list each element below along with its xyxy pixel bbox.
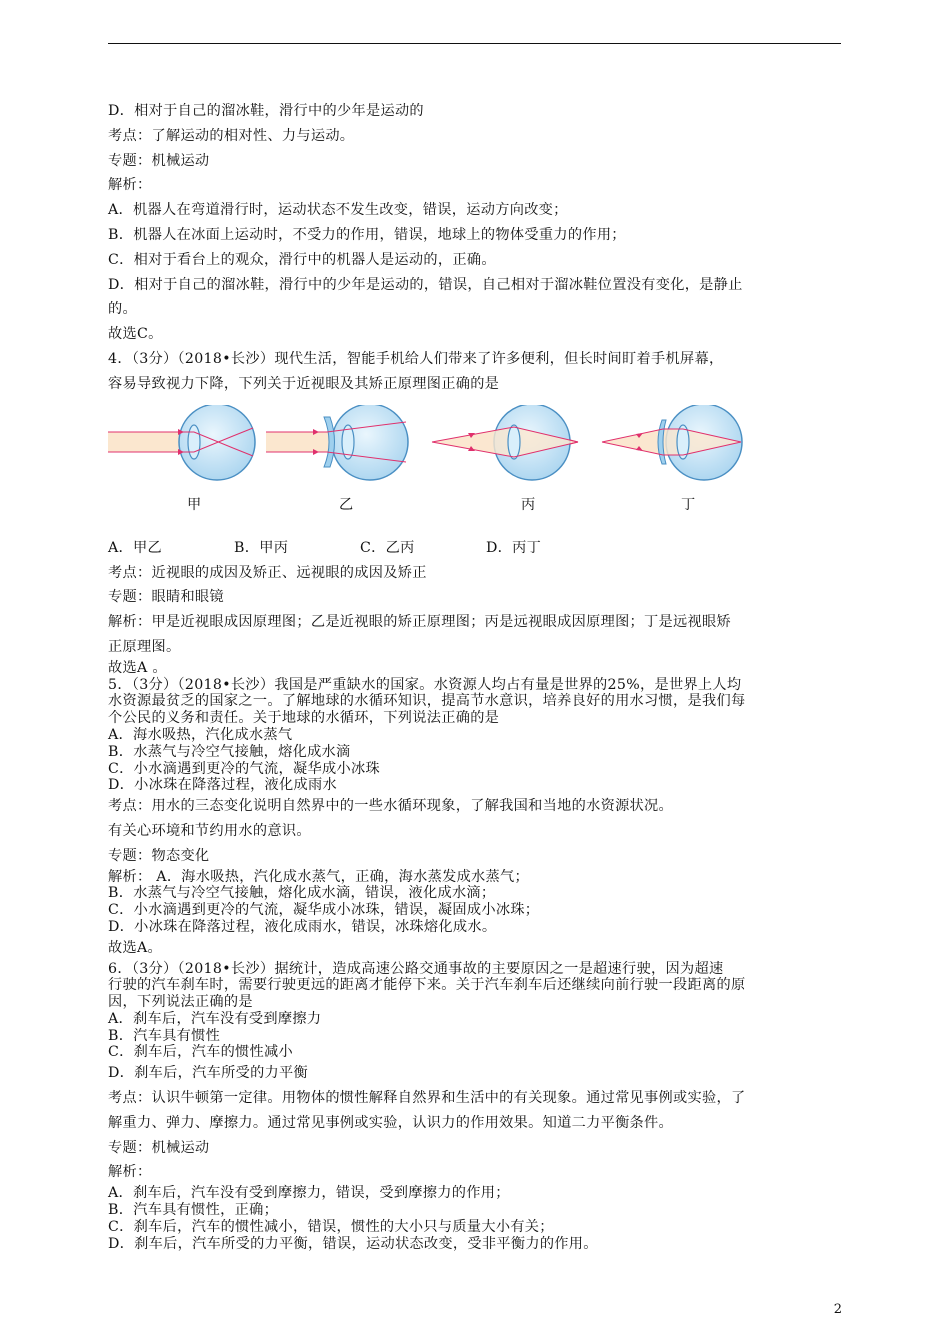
q6-stem-line3: 因，下列说法正确的是 (108, 994, 253, 1011)
diagram-bing (432, 405, 578, 480)
q6-jiexi: 解析： (108, 1164, 152, 1181)
diagram-ding (602, 405, 742, 480)
q5-stem-line1: 5．（3分）（2018•长沙）我国是严重缺水的国家。水资源人均占有量是世界的25%，是世界上人均 (108, 676, 742, 693)
caption-jia: 甲 (187, 496, 202, 513)
q3-jiexi-d-line1: D．相对于自己的溜冰鞋，滑行中的少年是运动的，错误，自己相对于溜冰鞋位置没有变化，是静止 (108, 276, 743, 293)
q6-kaodian-line1: 考点：认识牛顿第一定律。用物体的惯性解释自然界和生活中的有关现象。通过常见事例或实验，了 (108, 1090, 746, 1107)
q4-zhuanti: 专题：眼睛和眼镜 (108, 589, 224, 606)
q6-option-b: B．汽车具有惯性 (108, 1027, 221, 1044)
q6-jiexi-d: D．刹车后，汽车所受的力平衡，错误，运动状态改变，受非平衡力的作用。 (108, 1235, 598, 1252)
q6-option-c: C．刹车后，汽车的惯性减小 (108, 1044, 294, 1061)
q4-kaodian: 考点：近视眼的成因及矫正、远视眼的成因及矫正 (108, 564, 427, 581)
q6-jiexi-b: B．汽车具有惯性，正确； (108, 1202, 279, 1219)
q4-answer: 故选A 。 (108, 659, 167, 676)
q3-jiexi-c: C．相对于看台上的观众，滑行中的机器人是运动的，正确。 (108, 251, 496, 268)
eye-diagrams (108, 405, 848, 495)
q3-jiexi-a: A．机器人在弯道滑行时，运动状态不发生改变，错误，运动方向改变； (108, 202, 568, 219)
q6-jiexi-c: C．刹车后，汽车的惯性减小，错误，惯性的大小只与质量大小有关； (108, 1218, 554, 1235)
header-rule (108, 43, 841, 44)
q5-option-b: B．水蒸气与冷空气接触，熔化成水滴 (108, 743, 351, 760)
page-number: 2 (833, 1302, 842, 1317)
page-content (108, 99, 848, 1252)
q5-jiexi-c: C．小水滴遇到更冷的气流，凝华成小冰珠，错误，凝固成小冰珠； (108, 902, 540, 919)
q4-option-a: A．甲乙 (108, 539, 163, 556)
q3-jiexi: 解析： (108, 177, 152, 194)
diagram-yi (266, 405, 408, 480)
q5-option-a: A．海水吸热，汽化成水蒸气 (108, 726, 293, 743)
q5-zhuanti: 专题：物态变化 (108, 847, 210, 864)
q6-option-a: A．刹车后，汽车没有受到摩擦力 (108, 1010, 322, 1027)
q5-jiexi-d: D．小冰珠在降落过程，液化成雨水，错误，冰珠熔化成水。 (108, 918, 497, 935)
q3-answer: 故选C。 (108, 326, 163, 343)
q3-option-d: D．相对于自己的溜冰鞋，滑行中的少年是运动的 (108, 103, 424, 119)
q5-jiexi-a: 解析： A．海水吸热，汽化成水蒸气，正确，海水蒸发成水蒸气； (108, 868, 530, 885)
caption-bing: 丙 (521, 496, 536, 513)
q3-jiexi-b: B．机器人在冰面上运动时，不受力的作用，错误，地球上的物体受重力的作用； (108, 226, 626, 243)
q3-jiexi-d-line2: 的。 (108, 301, 137, 318)
q4-stem-line1: 4．（3分）（2018•长沙）现代生活，智能手机给人们带来了许多便利，但长时间盯着手机屏幕， (108, 350, 724, 367)
q5-option-d: D．小冰珠在降落过程，液化成雨水 (108, 777, 337, 794)
q3-kaodian: 考点：了解运动的相对性、力与运动。 (108, 127, 355, 144)
q5-option-c: C．小水滴遇到更冷的气流，凝华成小冰珠 (108, 760, 380, 777)
q4-option-d: D．丙丁 (486, 539, 542, 556)
q5-stem-line2: 水资源最贫乏的国家之一。了解地球的水循环知识，提高节水意识，培养良好的用水习惯，是我们每 (108, 693, 746, 710)
q6-kaodian-line2: 解重力、弹力、摩擦力。通过常见事例或实验，认识力的作用效果。知道二力平衡条件。 (108, 1114, 674, 1131)
q4-options (108, 535, 848, 561)
q5-jiexi-b: B．水蒸气与冷空气接触，熔化成水滴，错误，液化成水滴； (108, 885, 496, 902)
q4-option-b: B．甲丙 (234, 539, 289, 556)
q5-stem-line3: 个公民的义务和责任。关于地球的水循环，下列说法正确的是 (108, 710, 500, 727)
q4-jiexi-line2: 正原理图。 (108, 638, 181, 655)
q6-jiexi-a: A．刹车后，汽车没有受到摩擦力，错误，受到摩擦力的作用； (108, 1185, 510, 1202)
q3-zhuanti: 专题：机械运动 (108, 152, 210, 169)
q5-answer: 故选A。 (108, 939, 163, 956)
caption-ding: 丁 (681, 496, 696, 513)
q6-zhuanti: 专题：机械运动 (108, 1139, 210, 1156)
caption-yi: 乙 (339, 496, 354, 513)
q6-stem-line2: 行驶的汽车刹车时，需要行驶更远的距离才能停下来。关于汽车刹车后还继续向前行驶一段距离的原 (108, 977, 746, 994)
diagram-jia (108, 405, 255, 480)
q4-stem-line2: 容易导致视力下降，下列关于近视眼及其矫正原理图正确的是 (108, 375, 500, 392)
q6-option-d: D．刹车后，汽车所受的力平衡 (108, 1065, 309, 1082)
q6-stem-line1: 6．（3分）（2018•长沙）据统计，造成高速公路交通事故的主要原因之一是超速行驶，因为超速 (108, 960, 724, 977)
q4-option-c: C．乙丙 (360, 539, 415, 556)
eye-diagram-figure (108, 405, 848, 535)
q5-kaodian-line1: 考点：用水的三态变化说明自然界中的一些水循环现象，了解我国和当地的水资源状况。 (108, 798, 674, 815)
q4-jiexi-line1: 解析：甲是近视眼成因原理图；乙是近视眼的矫正原理图；丙是远视眼成因原理图；丁是远视眼矫 (108, 614, 731, 631)
q5-kaodian-line2: 有关心环境和节约用水的意识。 (108, 822, 311, 839)
